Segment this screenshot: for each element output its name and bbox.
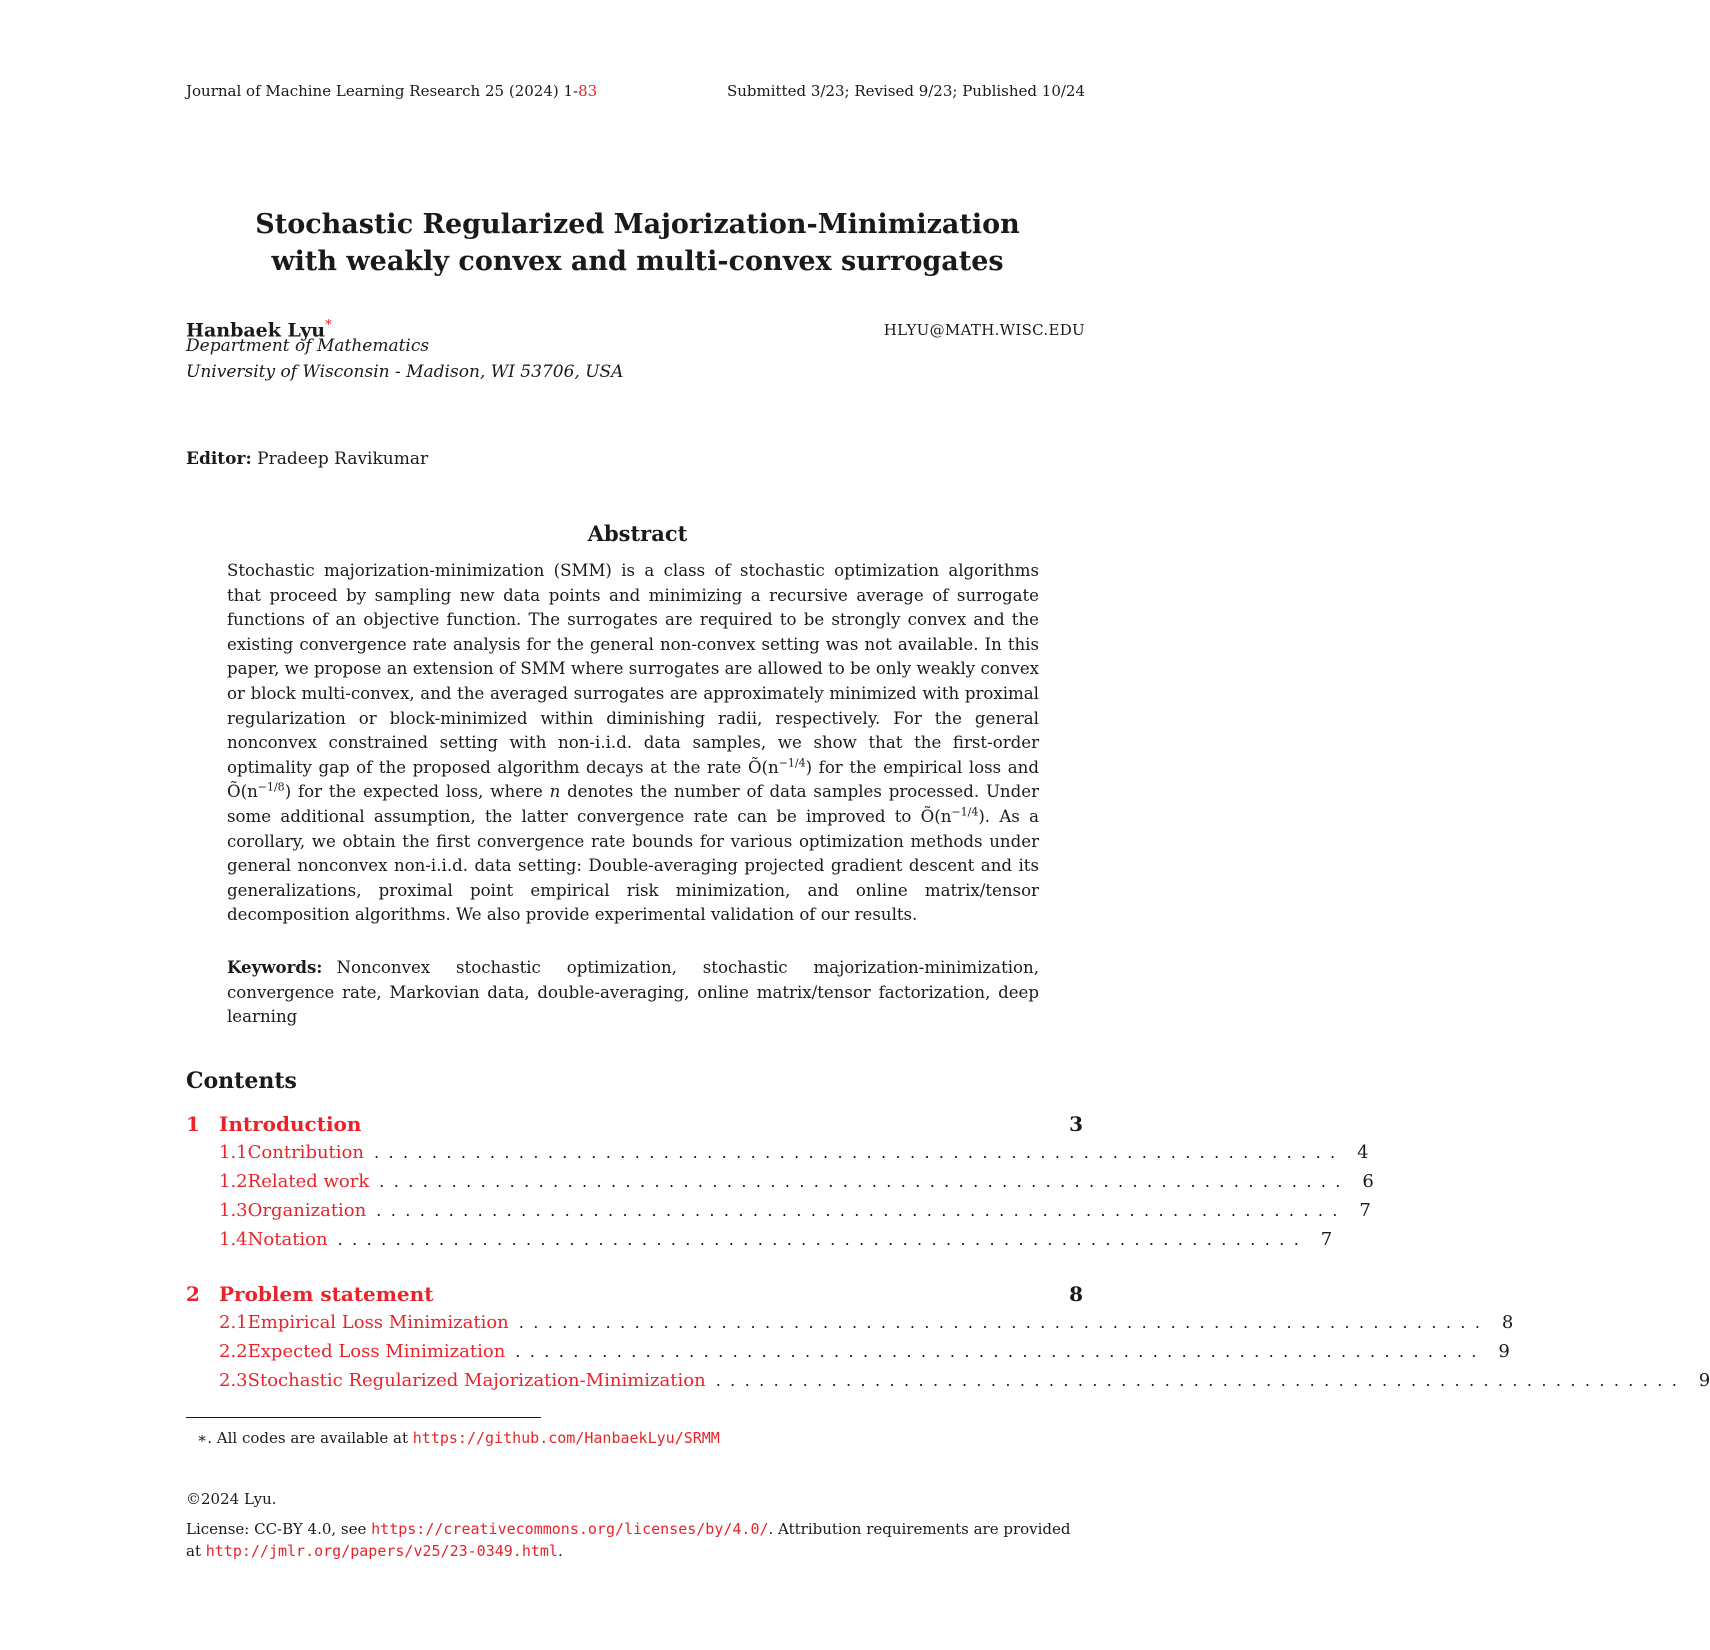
footnote xyxy=(197,1429,720,1447)
abstract-text-5: ). As a corollary, we obtain the first convergence rate bounds for various optimization methods under general nonconvex non-i.i.d. data setting: Double-averaging projected gradient descent and its generalizations, proximal point empirical risk minimization, and online matrix/tensor decomposition algorithms. We also provide experimental validation of our results. xyxy=(227,806,1039,925)
toc-number[interactable]: 1 xyxy=(186,1112,200,1136)
toc-page: 8 xyxy=(1501,1312,1514,1333)
toc-page: 9 xyxy=(1498,1341,1510,1362)
title-line-2: with weakly convex and multi-convex surrogates xyxy=(271,246,1004,277)
toc-page: 7 xyxy=(1320,1229,1333,1250)
paper-title xyxy=(0,206,1275,280)
toc-label[interactable]: Notation xyxy=(247,1229,328,1250)
keywords-text: Nonconvex stochastic optimization, stochastic majorization-minimization, convergence rate, Markovian data, double-averaging, online matrix/tensor factorization, deep learning xyxy=(227,958,1039,1027)
footnote-rule xyxy=(186,1417,541,1418)
author-department: Department of Mathematics xyxy=(186,336,430,356)
toc-number[interactable]: 2.3 xyxy=(219,1370,248,1391)
abstract-text-2: ) for the empirical loss and xyxy=(805,757,1039,777)
toc-subsection-2-1[interactable] xyxy=(186,1312,1514,1333)
jmlr-paper-link[interactable]: http://jmlr.org/papers/v25/23-0349.html xyxy=(205,1542,558,1560)
toc-section-2[interactable] xyxy=(186,1282,1083,1306)
toc-subsection-1-2[interactable] xyxy=(186,1171,1374,1192)
author-university: University of Wisconsin - Madison, WI 53706, USA xyxy=(186,362,624,382)
license-middle: . Attribution requirements are provided at xyxy=(186,1520,1071,1560)
toc-number[interactable]: 1.3 xyxy=(219,1200,248,1221)
toc-number[interactable]: 1.1 xyxy=(219,1142,248,1163)
toc-label[interactable]: Introduction xyxy=(219,1112,362,1136)
toc-leader-dots: ................................................................... xyxy=(715,1371,1687,1390)
variable-n: n xyxy=(549,782,561,802)
toc-leader-dots: ................................................................... xyxy=(518,1313,1490,1332)
last-page-link[interactable]: 83 xyxy=(578,82,598,100)
abstract-text-1: Stochastic majorization-minimization (SMM) is a class of stochastic optimization algorithms that proceed by sampling new data points and minimizing a recursive average of surrogate functions of an objective function. The surrogates are required to be strongly convex and the existing convergence rate analysis for the general non-convex setting was not available. In this paper, we propose an extension of SMM where surrogates are allowed to be only weakly convex or block multi-convex, and the averaged surrogates are approximately minimized with proximal regularization or block-minimized within diminishing radii, respectively. For the general nonconvex constrained setting with non-i.i.d. data samples, we show that the first-order optimality gap of the proposed algorithm decays at the rate xyxy=(227,561,1039,777)
abstract-text-3: ) for the expected loss, where xyxy=(284,782,550,802)
abstract-heading: Abstract xyxy=(587,521,688,546)
license-suffix: . xyxy=(557,1542,563,1560)
toc-subsection-1-1[interactable] xyxy=(186,1142,1369,1163)
toc-number[interactable]: 2.1 xyxy=(219,1312,248,1333)
toc-leader-dots: ................................................................... xyxy=(515,1342,1486,1361)
license-link[interactable]: https://creativecommons.org/licenses/by/4.0/ xyxy=(371,1520,769,1538)
license-prefix: License: CC-BY 4.0, see xyxy=(186,1520,372,1538)
footnote-mark: ∗. xyxy=(197,1429,212,1447)
author-footnote-mark[interactable]: * xyxy=(325,318,332,333)
toc-number[interactable]: 2 xyxy=(186,1282,200,1306)
toc-subsection-2-3[interactable] xyxy=(186,1370,1710,1391)
copyright: ©2024 Lyu. xyxy=(186,1490,277,1508)
journal-header xyxy=(186,82,597,100)
toc-section-1[interactable] xyxy=(186,1112,1083,1136)
toc-page: 8 xyxy=(1069,1282,1083,1306)
author-email: HLYU@MATH.WISC.EDU xyxy=(883,321,1085,339)
toc-page: 9 xyxy=(1698,1370,1710,1391)
rate-expected-exp: −1/8 xyxy=(257,780,285,794)
rate-improved: Õ(n xyxy=(920,806,952,826)
toc-label[interactable]: Organization xyxy=(247,1200,367,1221)
toc-label[interactable]: Problem statement xyxy=(219,1282,434,1306)
toc-subsection-2-2[interactable] xyxy=(186,1341,1510,1362)
rate-empirical: Õ(n xyxy=(747,757,779,777)
toc-label[interactable]: Expected Loss Minimization xyxy=(247,1341,506,1362)
toc-number[interactable]: 1.4 xyxy=(219,1229,248,1250)
toc-label[interactable]: Contribution xyxy=(247,1142,364,1163)
toc-leader-dots: ................................................................... xyxy=(376,1201,1347,1220)
keywords xyxy=(227,955,1039,1030)
toc-page: 3 xyxy=(1069,1112,1083,1136)
toc-page: 6 xyxy=(1362,1171,1374,1192)
toc-number[interactable]: 2.2 xyxy=(219,1341,248,1362)
toc-subsection-1-3[interactable] xyxy=(186,1200,1371,1221)
abstract-body xyxy=(227,559,1039,928)
editor-name: Pradeep Ravikumar xyxy=(257,449,429,469)
toc-leader-dots: ................................................................... xyxy=(379,1172,1350,1191)
toc-label[interactable]: Related work xyxy=(247,1171,370,1192)
github-link[interactable]: https://github.com/HanbaekLyu/SRMM xyxy=(412,1429,720,1447)
keywords-label: Keywords: xyxy=(227,957,323,977)
toc-page: 7 xyxy=(1359,1200,1371,1221)
toc-number[interactable]: 1.2 xyxy=(219,1171,248,1192)
rate-expected: Õ(n xyxy=(227,782,258,802)
toc-label[interactable]: Empirical Loss Minimization xyxy=(247,1312,509,1333)
rate-empirical-exp: −1/4 xyxy=(778,756,806,770)
toc-page: 4 xyxy=(1357,1142,1369,1163)
submission-dates: Submitted 3/23; Revised 9/23; Published 10/24 xyxy=(726,82,1085,100)
toc-subsection-1-4[interactable] xyxy=(186,1229,1333,1250)
abstract-text-4: denotes the number of data samples processed. Under some additional assumption, the latter convergence rate can be improved to xyxy=(227,782,1039,826)
toc-label[interactable]: Stochastic Regularized Majorization-Minimization xyxy=(247,1370,706,1391)
contents-heading: Contents xyxy=(186,1068,297,1094)
footnote-text: All codes are available at xyxy=(216,1429,413,1447)
editor-line xyxy=(186,449,428,469)
title-line-1: Stochastic Regularized Majorization-Minimization xyxy=(255,209,1020,240)
journal-name: Journal of Machine Learning Research 25 (2024) 1- xyxy=(186,82,579,100)
toc-leader-dots: ................................................................... xyxy=(337,1230,1309,1249)
license xyxy=(186,1518,1086,1562)
editor-label: Editor: xyxy=(186,449,252,469)
toc-leader-dots: ................................................................... xyxy=(373,1143,1345,1162)
author-name-text: Hanbaek Lyu xyxy=(186,319,326,342)
rate-improved-exp: −1/4 xyxy=(951,805,979,819)
